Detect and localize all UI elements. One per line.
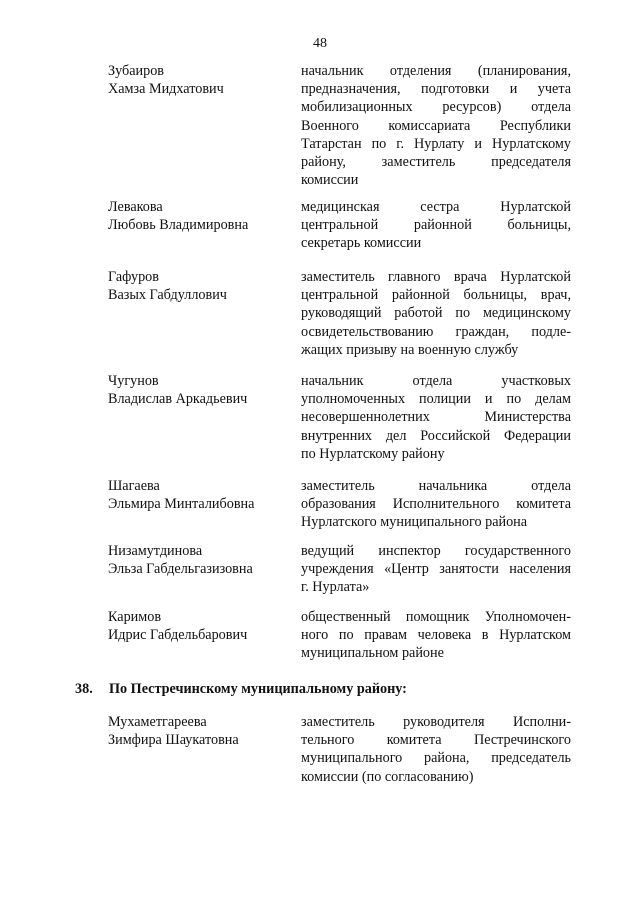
member-given-names: Хамза Мидхатович <box>108 81 224 98</box>
member-role-line: ного по правам человека в Нурлатском <box>301 627 571 644</box>
commission-member <box>0 608 640 663</box>
member-name <box>108 372 288 408</box>
member-role <box>301 268 571 359</box>
member-name <box>108 62 288 98</box>
commission-member <box>0 372 640 463</box>
member-role-line: внутренних дел Российской Федерации <box>301 427 571 444</box>
commission-member <box>0 62 640 189</box>
member-given-names: Эльмира Минталибовна <box>108 496 255 513</box>
member-role-line: комиссии (по согласованию) <box>301 768 474 785</box>
member-role-line: заместитель руководителя Исполни- <box>301 714 571 730</box>
member-role-line: Нурлатского муниципального района <box>301 514 528 531</box>
commission-member <box>0 477 640 532</box>
member-role-line: комиссии <box>301 172 359 189</box>
member-surname: Левакова <box>108 199 163 215</box>
member-role-line: уполномоченных полиции и по делам <box>301 391 571 408</box>
member-surname: Низамутдинова <box>108 543 203 559</box>
member-role-line: образования Исполнительного комитета <box>301 496 571 513</box>
member-role-line: заместитель главного врача Нурлатской <box>301 269 571 285</box>
member-given-names: Зимфира Шаукатовна <box>108 732 239 749</box>
member-role-line: освидетельствованию граждан, подле- <box>301 323 571 340</box>
member-role-line: секретарь комиссии <box>301 235 422 252</box>
commission-member <box>0 542 640 597</box>
member-role-line: муниципальном районе <box>301 645 444 662</box>
member-role-line: предназначения, подготовки и учета <box>301 81 571 98</box>
member-surname: Шагаева <box>108 478 160 494</box>
member-surname: Гафуров <box>108 269 159 285</box>
member-given-names: Идрис Габдельбарович <box>108 627 248 644</box>
member-surname: Зубаиров <box>108 63 165 79</box>
member-surname: Мухаметгареева <box>108 714 207 730</box>
member-role-line: муниципального района, председатель <box>301 750 571 767</box>
member-name <box>108 713 288 749</box>
section-38-member <box>0 713 640 786</box>
member-given-names: Вазых Габдуллович <box>108 287 227 304</box>
section-heading <box>75 680 407 698</box>
member-given-names: Владислав Аркадьевич <box>108 391 248 408</box>
member-given-names: Эльза Габдельгазизовна <box>108 561 253 578</box>
member-role <box>301 713 571 786</box>
member-name <box>108 542 288 578</box>
member-role-line: жащих призыву на военную службу <box>301 341 519 358</box>
member-role-line: медицинская сестра Нурлатской <box>301 199 571 215</box>
commission-member <box>0 268 640 359</box>
member-role-line: Военного комиссариата Республики <box>301 117 571 134</box>
member-given-names: Любовь Владимировна <box>108 217 249 234</box>
section-number: 38. <box>75 681 93 697</box>
member-role-line: учреждения «Центр занятости населения <box>301 561 571 578</box>
member-role-line: г. Нурлата» <box>301 579 370 596</box>
member-role <box>301 608 571 663</box>
member-surname: Чугунов <box>108 373 159 389</box>
member-role <box>301 542 571 597</box>
section-title: По Пестречинскому муниципальному району: <box>109 681 407 697</box>
member-role <box>301 372 571 463</box>
member-role-line: руководящий работой по медицинскому <box>301 305 571 322</box>
member-name <box>108 477 288 513</box>
member-role-line: несовершеннолетних Министерства <box>301 409 571 426</box>
page-number: 48 <box>313 36 327 51</box>
member-name <box>108 608 288 644</box>
member-role-line: мобилизационных ресурсов) отдела <box>301 99 571 116</box>
member-role-line: общественный помощник Уполномочен- <box>301 609 571 625</box>
member-role-line: начальник отдела участковых <box>301 373 571 389</box>
member-role-line: центральной районной больницы, <box>301 217 571 234</box>
member-role-line: ведущий инспектор государственного <box>301 543 571 559</box>
member-name <box>108 198 288 234</box>
commission-member <box>0 198 640 253</box>
member-role <box>301 198 571 253</box>
member-role-line: центральной районной больницы, врач, <box>301 287 571 304</box>
member-role <box>301 62 571 189</box>
member-role-line: тельного комитета Пестречинского <box>301 732 571 749</box>
member-name <box>108 268 288 304</box>
member-surname: Каримов <box>108 609 162 625</box>
member-role-line: заместитель начальника отдела <box>301 478 571 494</box>
member-role-line: по Нурлатскому району <box>301 445 445 462</box>
member-role-line: начальник отделения (планирования, <box>301 63 571 79</box>
member-role-line: Татарстан по г. Нурлату и Нурлатскому <box>301 135 571 152</box>
member-role <box>301 477 571 532</box>
member-role-line: району, заместитель председателя <box>301 154 571 171</box>
